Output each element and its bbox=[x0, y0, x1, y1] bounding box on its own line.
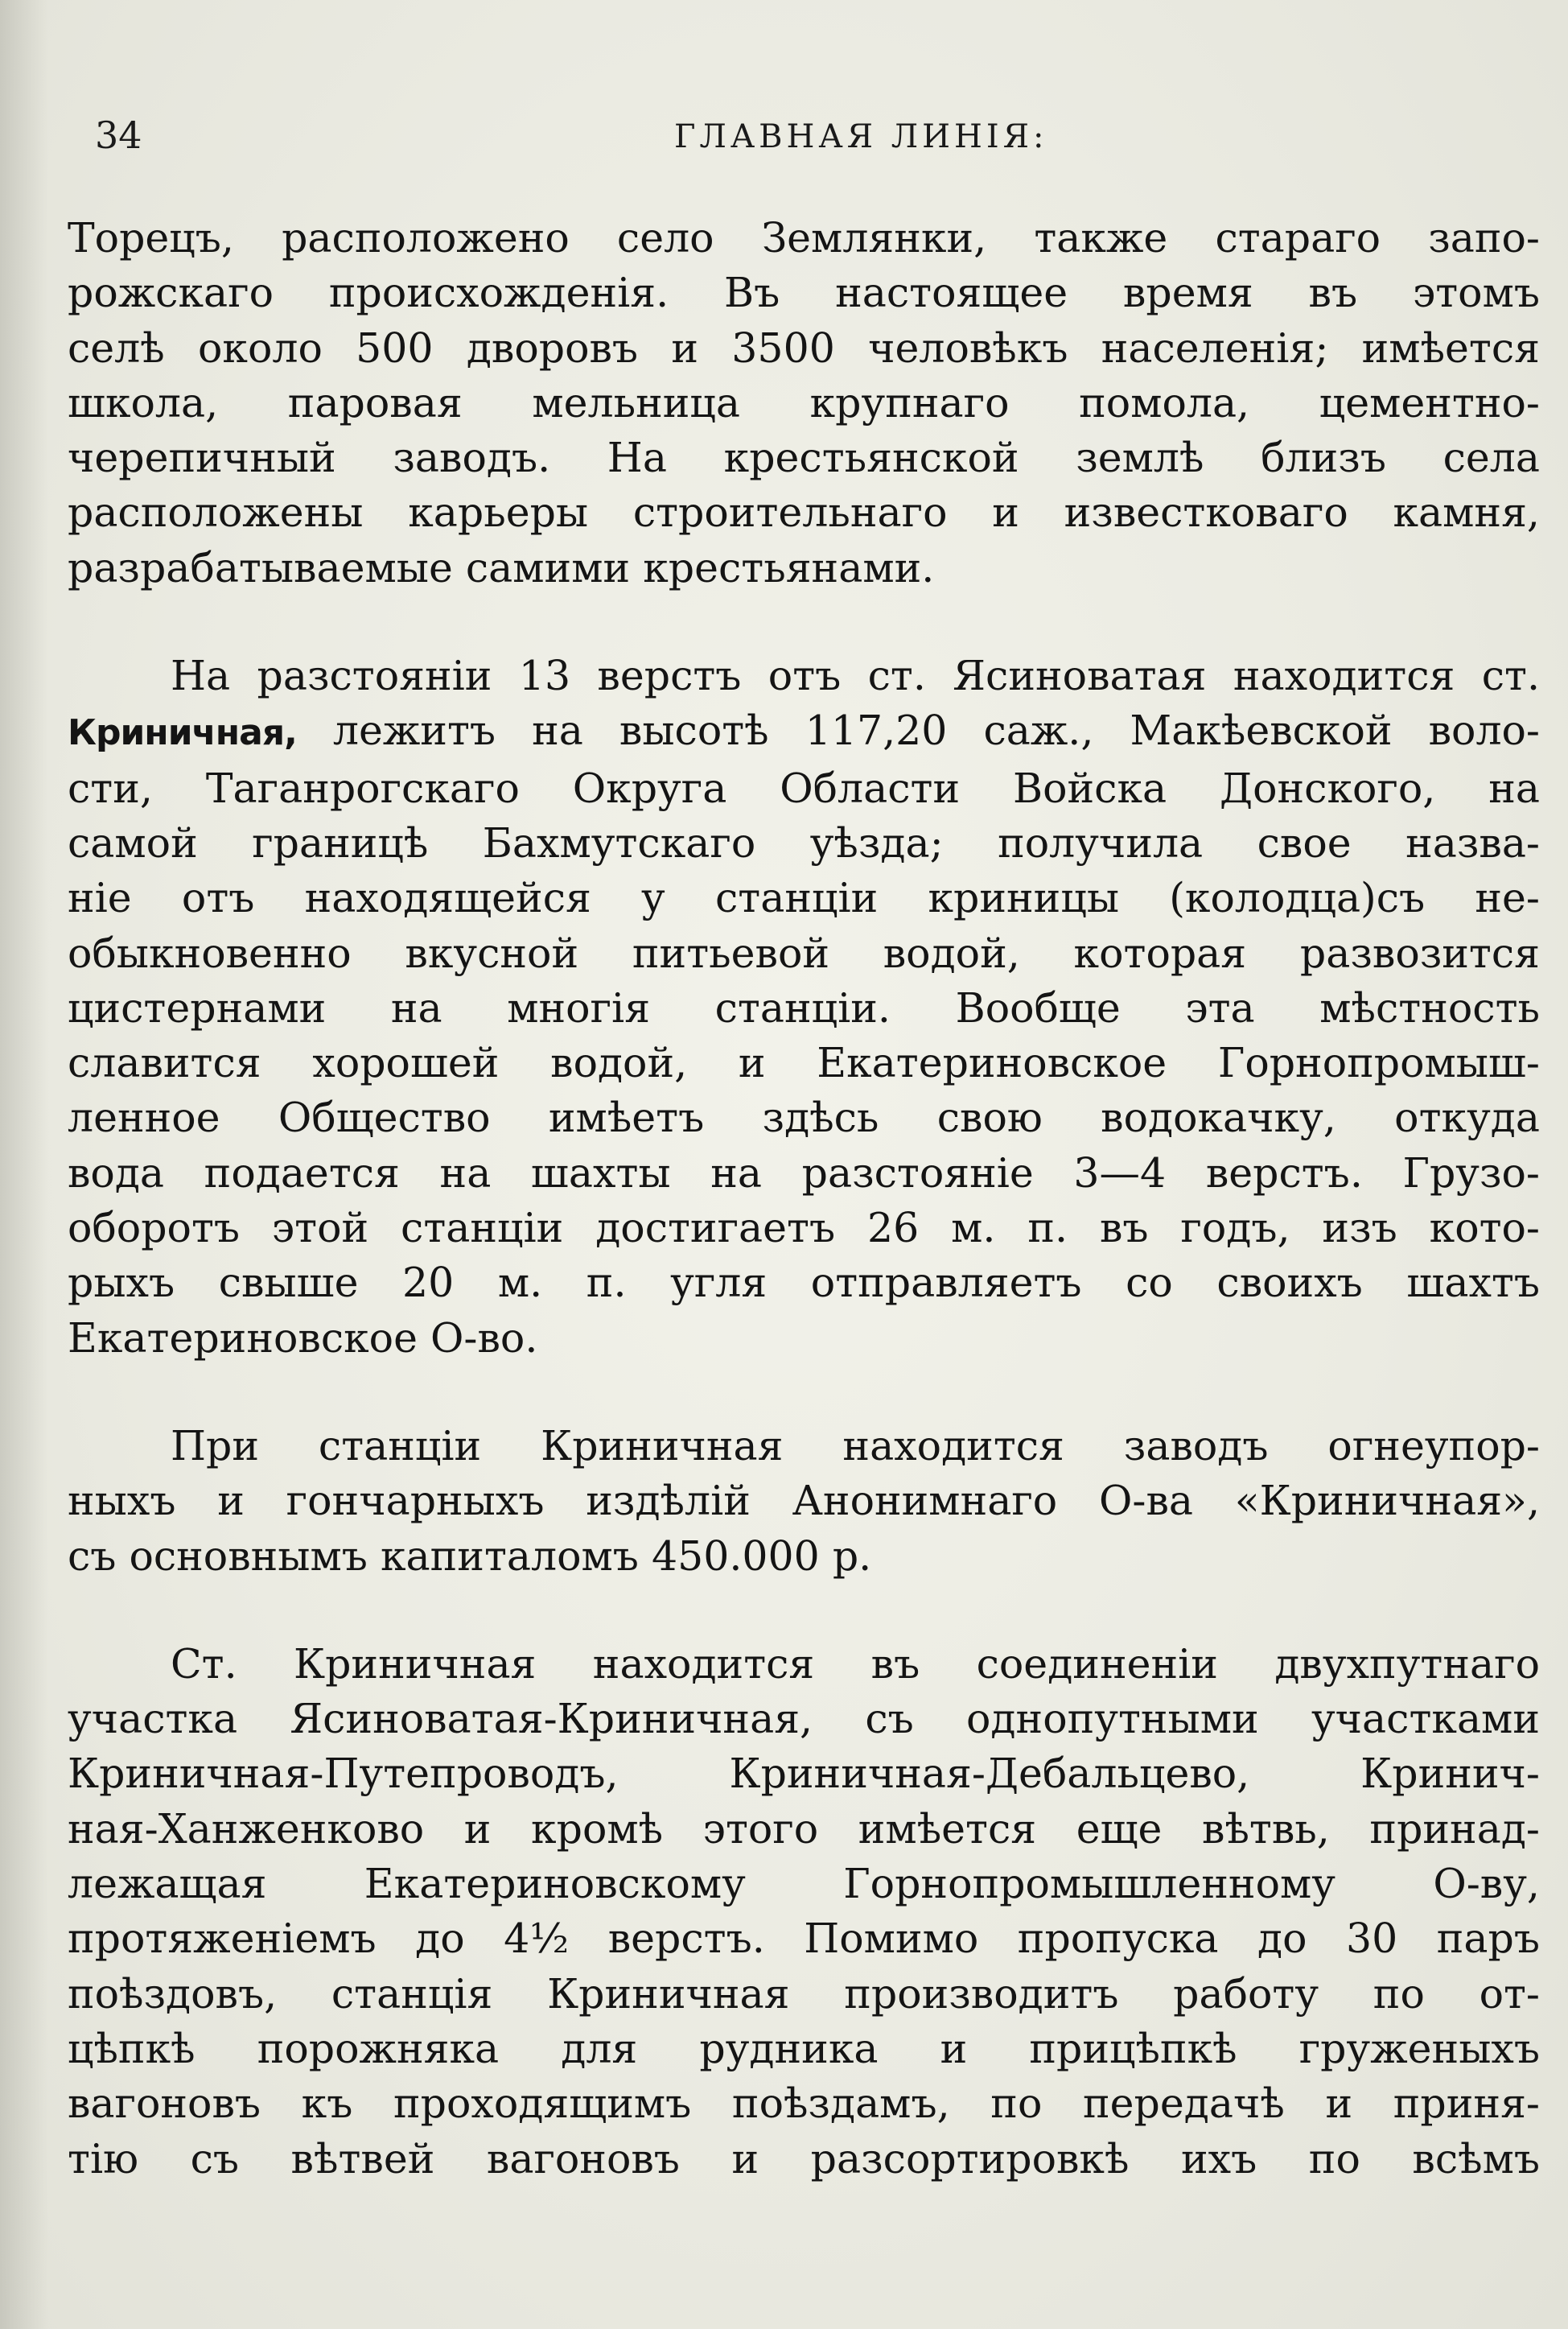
text-line-rest: лежитъ на высотѣ 117,20 саж., Макѣевской воло- bbox=[296, 707, 1540, 755]
paragraph-4 bbox=[68, 1637, 1540, 2187]
text-line: цѣпкѣ порожняка для рудника и прицѣпкѣ груженыхъ bbox=[68, 2024, 1540, 2072]
text-line: ная-Ханженково и кромѣ этого имѣется еще вѣтвь, принад- bbox=[68, 1804, 1540, 1853]
paragraph-2 bbox=[68, 649, 1540, 1366]
text-line: Торецъ, расположено село Землянки, также стараго запо- bbox=[68, 214, 1540, 262]
text-line: ніе отъ находящейся у станціи криницы (колодца)съ не- bbox=[68, 874, 1540, 922]
text-line: Криничная-Путепроводъ, Криничная-Дебальцево, Кринич- bbox=[68, 1750, 1540, 1798]
text-line bbox=[68, 703, 1540, 761]
binding-shadow bbox=[0, 0, 48, 2329]
text-line: разрабатываемые самими крестьянами. bbox=[68, 543, 935, 592]
text-line: оборотъ этой станціи достигаетъ 26 м. п. въ годъ, изъ кото- bbox=[68, 1204, 1540, 1252]
text-line: лежащая Екатериновскому Горнопромышленному О-ву, bbox=[68, 1860, 1540, 1908]
page-number: 34 bbox=[95, 113, 142, 157]
text-line: На разстояніи 13 верстъ отъ ст. Ясиноватая находится ст. bbox=[171, 652, 1540, 700]
text-line: При станціи Криничная находится заводъ огнеупор- bbox=[171, 1421, 1540, 1470]
text-line: Екатериновское О-во. bbox=[68, 1313, 538, 1362]
text-line: селѣ около 500 дворовъ и 3500 человѣкъ населенія; имѣется bbox=[68, 324, 1540, 372]
text-line: цистернами на многія станціи. Вообще эта мѣстность bbox=[68, 983, 1540, 1032]
text-line: вагоновъ къ проходящимъ поѣздамъ, по передачѣ и приня- bbox=[68, 2080, 1540, 2128]
text-line: протяженіемъ до 4½ верстъ. Помимо пропуска до 30 паръ bbox=[68, 1915, 1540, 1963]
text-line: черепичный заводъ. На крестьянской землѣ близъ села bbox=[68, 434, 1540, 482]
paragraph-1 bbox=[68, 211, 1540, 596]
station-name: Криничная, bbox=[68, 712, 297, 754]
text-line: съ основнымъ капиталомъ 450.000 р. bbox=[68, 1531, 872, 1580]
text-line: участка Ясиноватая-Криничная, съ однопутными участками bbox=[68, 1695, 1540, 1743]
paragraph-3 bbox=[68, 1419, 1540, 1584]
text-line: ленное Общество имѣетъ здѣсь свою водокачку, откуда bbox=[68, 1094, 1540, 1142]
text-line: тію съ вѣтвей вагоновъ и разсортировкѣ ихъ по всѣмъ bbox=[68, 2134, 1540, 2183]
text-line: ныхъ и гончарныхъ издѣлій Анонимнаго О-ва «Криничная», bbox=[68, 1477, 1540, 1525]
text-line: обыкновенно вкусной питьевой водой, которая развозится bbox=[68, 929, 1540, 977]
text-line: школа, паровая мельница крупнаго помола, цементно- bbox=[68, 378, 1540, 427]
text-line: славится хорошей водой, и Екатериновское Горнопромыш- bbox=[68, 1039, 1540, 1087]
text-line: сти, Таганрогскаго Округа Области Войска Донского, на bbox=[68, 764, 1540, 812]
text-line: рожскаго происхожденія. Въ настоящее время въ этомъ bbox=[68, 269, 1540, 317]
body-text bbox=[68, 211, 1540, 2187]
page-header bbox=[95, 111, 1543, 167]
text-line: расположены карьеры строительнаго и известковаго камня, bbox=[68, 488, 1540, 537]
text-line: рыхъ свыше 20 м. п. угля отправляетъ со своихъ шахтъ bbox=[68, 1259, 1540, 1307]
running-title: ГЛАВНАЯ ЛИНІЯ: bbox=[674, 118, 1048, 155]
text-line: Ст. Криничная находится въ соединеніи двухпутнаго bbox=[171, 1639, 1540, 1688]
text-line: поѣздовъ, станція Криничная производитъ работу по от- bbox=[68, 1969, 1540, 2018]
text-line: самой границѣ Бахмутскаго уѣзда; получила свое назва- bbox=[68, 818, 1540, 867]
text-line: вода подается на шахты на разстояніе 3—4 верстъ. Грузо- bbox=[68, 1148, 1540, 1197]
